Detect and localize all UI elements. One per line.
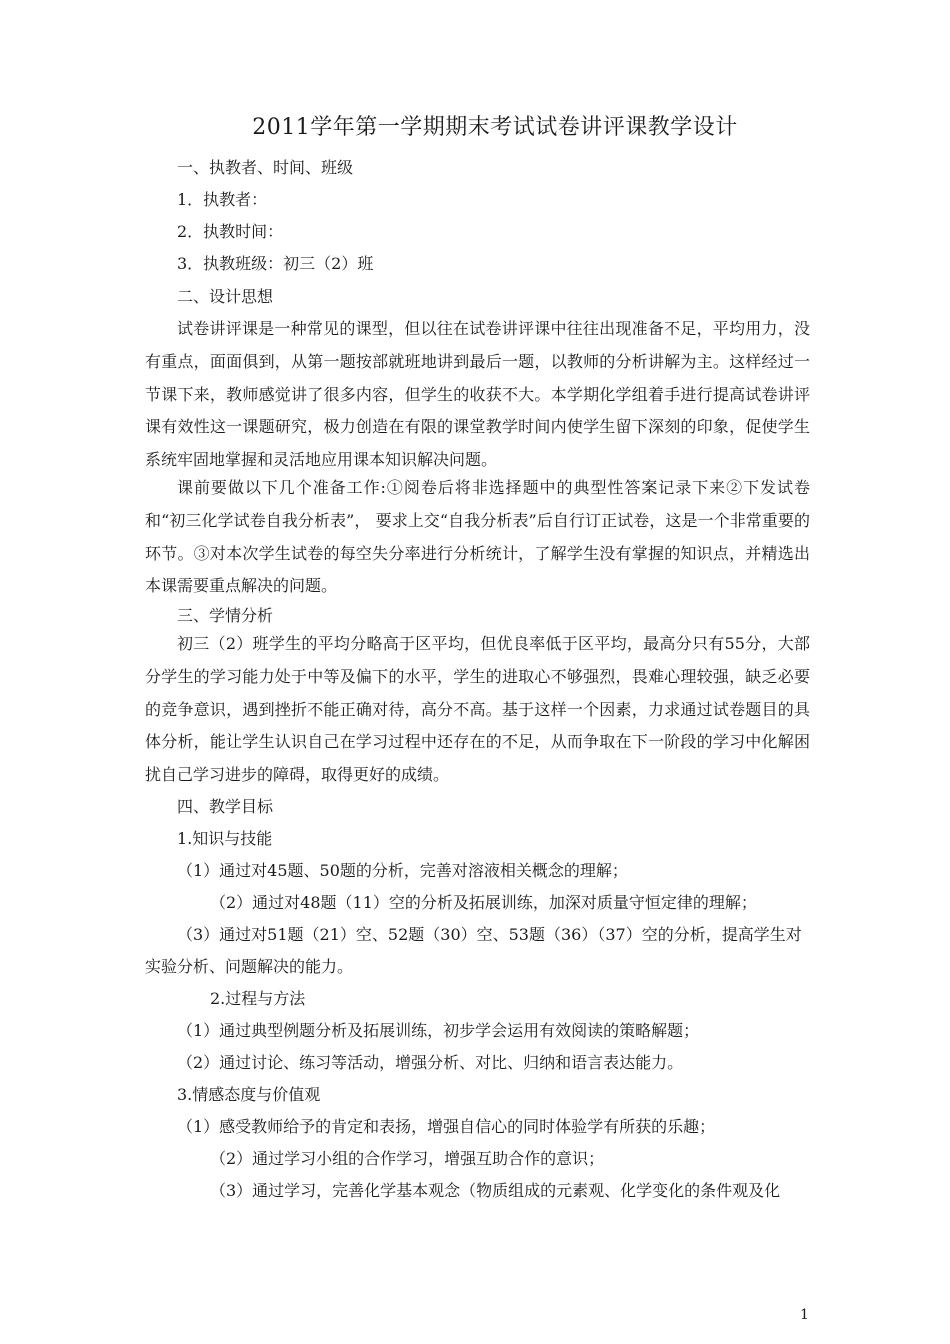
goal-attitude-heading: 3.情感态度与价值观 <box>177 1085 321 1104</box>
goal-knowledge-item-3-cont: 实验分析、问题解决的能力。 <box>145 957 354 976</box>
document-title: 2011学年第一学期期末考试试卷讲评课教学设计 <box>252 115 738 140</box>
goal-process-item-2: （2）通过讨论、练习等活动，增强分析、对比、归纳和语言表达能力。 <box>177 1053 684 1072</box>
goal-attitude-item-1: （1）感受教师给予的肯定和表扬，增强自信心的同时体验学有所获的乐趣； <box>177 1117 716 1136</box>
goal-attitude-item-3: （3）通过学习，完善化学基本观念（物质组成的元素观、化学变化的条件观及化 <box>210 1181 781 1200</box>
section2-paragraph-1: 试卷讲评课是一种常见的课型，但以往在试卷讲评课中往往出现准备不足，平均用力，没有重点，面面俱到，从第一题按部就班地讲到最后一题，以教师的分析讲解为主。这样经过一节课下来，教师感觉讲了很多内容，但学生的收获不大。本学期化学组着手进行提高试卷讲评课有效性这一课题研究，极力创造在有限的课堂教学时间内使学生留下深刻的印象，促使学生系统牢固地掌握和灵活地应用课本知识解决问题。 <box>145 319 810 470</box>
section1-item-time: 2．执教时间： <box>177 222 284 241</box>
section4-heading: 四、教学目标 <box>177 797 274 816</box>
goal-attitude-item-2: （2）通过学习小组的合作学习，增强互助合作的意识； <box>210 1149 605 1168</box>
page-number: 1 <box>800 1307 809 1323</box>
goal-knowledge-item-2: （2）通过对48题（11）空的分析及拓展训练，加深对质量守恒定律的理解； <box>210 893 757 912</box>
section3-heading: 三、学情分析 <box>177 606 274 625</box>
section3-paragraph-1: 初三（2）班学生的平均分略高于区平均，但优良率低于区平均，最高分只有55分，大部分学生的学习能力处于中等及偏下的水平，学生的进取心不够强烈，畏难心理较强，缺乏必要的竞争意识，遇到挫折不能正确对待，高分不高。基于这样一个因素，力求通过试卷题目的具体分析，能让学生认识自己在学习过程中还存在的不足，从而争取在下一阶段的学习中化解困扰自己学习进步的障碍，取得更好的成绩。 <box>145 634 810 785</box>
section1-heading: 一、执教者、时间、班级 <box>177 158 354 177</box>
goal-process-item-1: （1）通过典型例题分析及拓展训练，初步学会运用有效阅读的策略解题； <box>177 1021 700 1040</box>
section1-item-class: 3．执教班级：初三（2）班 <box>177 254 374 273</box>
section2-paragraph-2: 课前要做以下几个准备工作:①阅卷后将非选择题中的典型性答案记录下来②下发试卷和“初三化学试卷自我分析表”， 要求上交“自我分析表”后自行订正试卷，这是一个非常重要的环节。③对本次学生试卷的每空失分率进行分析统计，了解学生没有掌握的知识点，并精选出本课需要重点解决的问题。 <box>145 478 810 596</box>
goal-process-heading: 2.过程与方法 <box>210 989 306 1008</box>
goal-knowledge-item-1: （1）通过对45题、50题的分析，完善对溶液相关概念的理解； <box>177 861 628 880</box>
goal-knowledge-heading: 1.知识与技能 <box>177 829 273 848</box>
section2-heading: 二、设计思想 <box>177 287 274 306</box>
goal-knowledge-item-3: （3）通过对51题（21）空、52题（30）空、53题（36）（37）空的分析，提高学生对 <box>177 925 802 944</box>
section1-item-teacher: 1．执教者： <box>177 190 268 209</box>
